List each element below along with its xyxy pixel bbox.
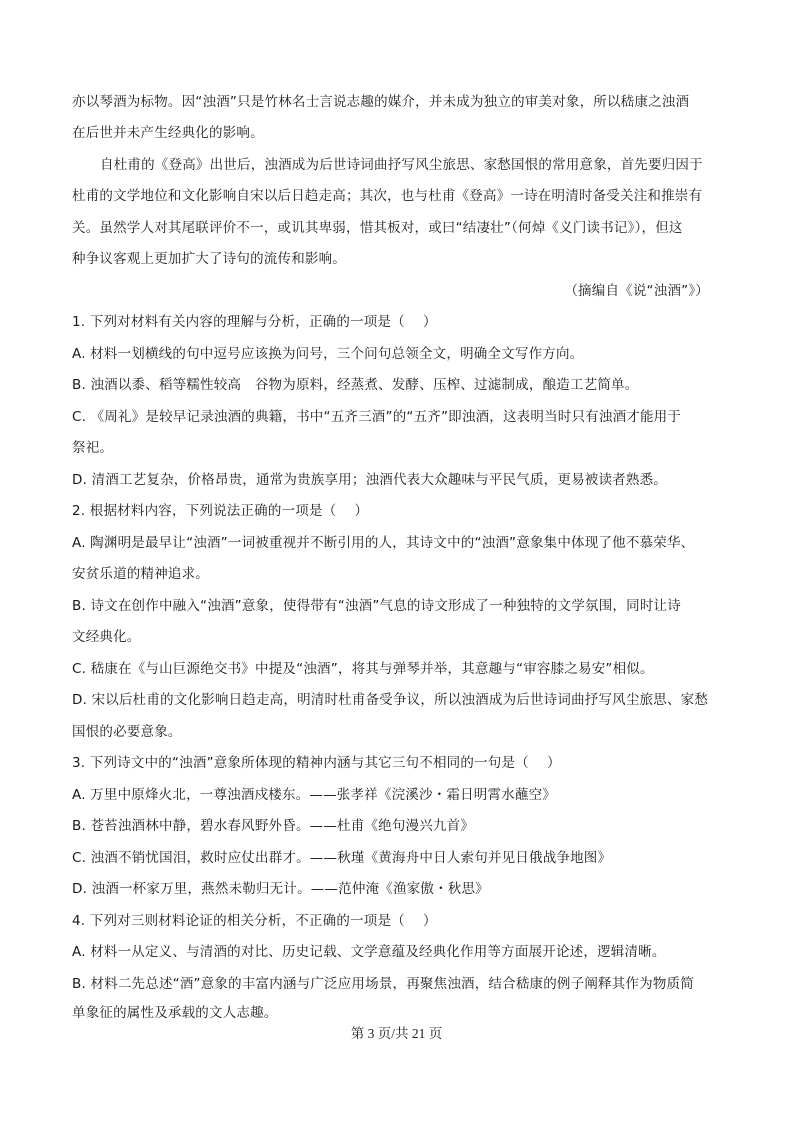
q2-stem: 2. 根据材料内容，下列说法正确的一项是（ ） (72, 503, 369, 519)
q3-option-a: A. 万里中原烽火北，一尊浊酒戍楼东。——张孝祥《浣溪沙・霜日明霄水蘸空》 (72, 787, 556, 803)
intro-line-1: 亦以琴酒为标物。因“浊酒”只是竹林名士言说志趣的媒介，并未成为独立的审美对象，所以嵇康之浊酒 (72, 94, 690, 110)
q1-option-b: B. 浊酒以黍、稻等糯性较高 谷物为原料，经蒸煮、发酵、压榨、过滤制成，酿造工艺简单。 (72, 377, 639, 393)
q1-option-d: D. 清酒工艺复杂，价格昂贵，通常为贵族享用；浊酒代表大众趣味与平民气质，更易被读者熟悉。 (72, 472, 667, 488)
q1-stem: 1. 下列对材料有关内容的理解与分析，正确的一项是（ ） (72, 314, 437, 330)
q2-option-d-line-1: D. 宋以后杜甫的文化影响日趋走高，明清时杜甫备受争议，所以浊酒成为后世诗词曲抒写风尘旅思、家愁 (72, 692, 709, 708)
source-attribution: （摘编自《说“浊酒”》） (564, 283, 709, 299)
q3-option-b: B. 苍苔浊酒林中静，碧水春风野外昏。——杜甫《绝句漫兴九首》 (72, 818, 475, 834)
q3-stem: 3. 下列诗文中的“浊酒”意象所体现的精神内涵与其它三句不相同的一句是（ ） (72, 755, 561, 771)
q2-option-c: C. 嵇康在《与山巨源绝交书》中提及“浊酒”，将其与弹琴并举，其意趣与“审容膝之易安”相似。 (72, 661, 654, 677)
q2-option-d-line-2: 国恨的必要意象。 (72, 724, 182, 740)
q4-option-a: A. 材料一从定义、与清酒的对比、历史记载、文学意蕴及经典化作用等方面展开论述，逻辑清晰。 (72, 944, 666, 960)
q2-option-b-line-2: 文经典化。 (72, 629, 141, 645)
para2-line-1: 自杜甫的《登高》出世后，浊酒成为后世诗词曲抒写风尘旅思、家愁国恨的常用意象，首先要归因于 (100, 157, 703, 173)
page-number-footer: 第 3 页/共 21 页 (350, 1026, 443, 1041)
q1-option-a: A. 材料一划横线的句中逗号应该换为问号，三个问句总领全文，明确全文写作方向。 (72, 346, 584, 362)
q2-option-b-line-1: B. 诗文在创作中融入“浊酒”意象，使得带有“浊酒”气息的诗文形成了一种独特的文学氛围，同时让诗 (72, 598, 681, 614)
para2-line-3: 关。虽然学人对其尾联评价不一，或讥其卑弱，惜其板对，或曰“结凄壮”（何焯《义门读书记》），但这 (72, 220, 683, 236)
intro-line-2: 在后世并未产生经典化的影响。 (72, 125, 264, 141)
q2-option-a-line-2: 安贫乐道的精神追求。 (72, 566, 209, 582)
q1-option-c-line-1: C. 《周礼》是较早记录浊酒的典籍，书中“五齐三酒”的“五齐”即浊酒，这表明当时只有浊酒才能用于 (72, 409, 682, 425)
q4-option-b-line-1: B. 材料二先总述“酒”意象的丰富内涵与广泛应用场景，再聚焦浊酒，结合嵇康的例子阐释其作为物质简 (72, 976, 694, 992)
q4-stem: 4. 下列对三则材料论证的相关分析，不正确的一项是（ ） (72, 913, 437, 929)
q3-option-c: C. 浊酒不销忧国泪，救时应仗出群才。——秋瑾《黄海舟中日人索句并见日俄战争地图》 (72, 850, 612, 866)
para2-line-4: 种争议客观上更加扩大了诗句的流传和影响。 (72, 251, 346, 267)
para2-line-2: 杜甫的文学地位和文化影响自宋以后日趋走高；其次，也与杜甫《登高》一诗在明清时备受关注和推崇有 (72, 188, 703, 204)
q2-option-a-line-1: A. 陶渊明是最早让“浊酒”一词被重视并不断引用的人，其诗文中的“浊酒”意象集中体现了他不慕荣华、 (72, 535, 695, 551)
q4-option-b-line-2: 单象征的属性及承载的文人志趣。 (72, 1005, 278, 1021)
q1-option-c-line-2: 祭祀。 (72, 440, 114, 456)
q3-option-d: D. 浊酒一杯家万里，燕然未勒归无计。——范仲淹《渔家傲・秋思》 (72, 881, 489, 897)
